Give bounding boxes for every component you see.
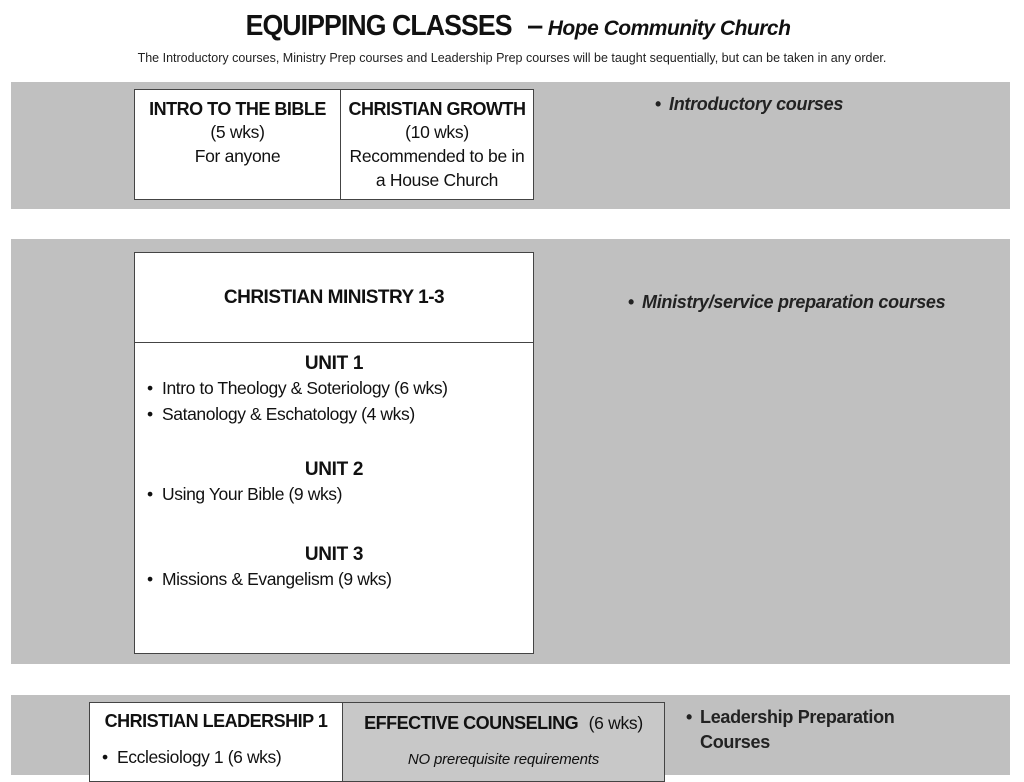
unit-item-text: Ecclesiology 1 (6 wks) xyxy=(117,747,282,767)
unit-1 xyxy=(135,353,533,427)
unit-title: UNIT 1 xyxy=(304,353,364,374)
ministry-note xyxy=(628,292,945,313)
leadership-note xyxy=(686,705,894,755)
introductory-note xyxy=(655,94,843,115)
unit-item xyxy=(135,375,533,401)
bullet-icon: • xyxy=(102,747,108,767)
counseling-note: NO prerequisite requirements xyxy=(407,751,600,768)
course-recommendation-cont: a House Church xyxy=(375,170,499,190)
course-duration: (10 wks) xyxy=(405,122,469,142)
course-audience: For anyone xyxy=(194,146,281,166)
note-text: Ministry/service preparation courses xyxy=(642,292,946,312)
course-box-christian-leadership xyxy=(89,702,343,782)
note-text: Leadership Preparation xyxy=(700,707,895,727)
unit-item-text: Using Your Bible (9 wks) xyxy=(162,484,343,504)
unit-item-text: Intro to Theology & Soteriology (6 wks) xyxy=(162,378,448,398)
title-dash: – xyxy=(527,10,544,42)
unit-title: UNIT 2 xyxy=(304,459,364,480)
unit-3 xyxy=(135,544,533,592)
course-box-effective-counseling xyxy=(342,702,665,782)
note-text-cont: Courses xyxy=(700,732,770,752)
page-subtitle: The Introductory courses, Ministry Prep courses and Leadership Prep courses will be taught sequentially, but can be taken in any order. xyxy=(137,51,887,65)
unit-2 xyxy=(135,459,533,507)
page-title: EQUIPPING CLASSES xyxy=(245,10,512,42)
unit-item xyxy=(135,566,533,592)
bullet-icon: • xyxy=(147,569,153,589)
course-duration: (5 wks) xyxy=(210,122,265,142)
unit-item xyxy=(90,744,342,770)
church-name: Hope Community Church xyxy=(547,17,791,40)
bullet-icon: • xyxy=(628,292,635,312)
unit-title: UNIT 3 xyxy=(304,544,364,565)
ministry-title-cell xyxy=(135,253,533,343)
bullet-icon: • xyxy=(655,94,662,114)
course-title: CHRISTIAN LEADERSHIP 1 xyxy=(104,711,328,731)
course-duration: (6 wks) xyxy=(588,713,643,733)
bullet-icon: • xyxy=(147,404,153,424)
course-title: EFFECTIVE COUNSELING xyxy=(364,713,579,733)
bullet-icon: • xyxy=(686,707,693,727)
page-header xyxy=(0,10,1024,43)
course-title: INTRO TO THE BIBLE xyxy=(149,99,326,119)
bullet-icon: • xyxy=(147,484,153,504)
course-recommendation: Recommended to be in xyxy=(349,146,525,166)
unit-item-text: Missions & Evangelism (9 wks) xyxy=(162,569,392,589)
counseling-title-row xyxy=(343,711,664,735)
unit-item xyxy=(135,401,533,427)
course-box-christian-ministry xyxy=(134,252,534,654)
course-box-intro-to-bible xyxy=(134,89,341,200)
bullet-icon: • xyxy=(147,378,153,398)
course-title: CHRISTIAN GROWTH xyxy=(348,99,526,119)
note-text: Introductory courses xyxy=(669,94,844,114)
course-title: CHRISTIAN MINISTRY 1-3 xyxy=(223,286,445,308)
course-box-christian-growth xyxy=(340,89,534,200)
unit-item-text: Satanology & Eschatology (4 wks) xyxy=(162,404,415,424)
unit-item xyxy=(135,481,533,507)
